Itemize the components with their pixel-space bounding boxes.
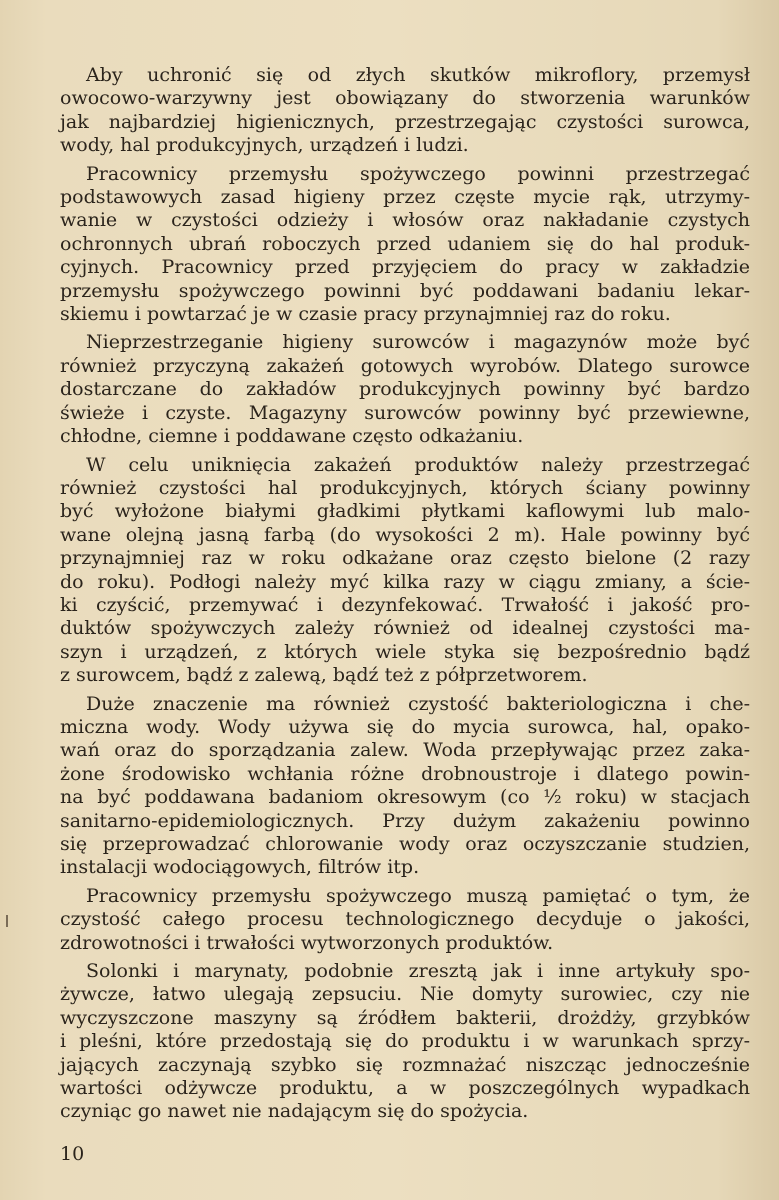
text-line: również przyczyną zakażeń gotowych wyrobów. Dlatego surowce: [60, 354, 750, 377]
text-line: wanie w czystości odzieży i włosów oraz nakładanie czystych: [60, 209, 750, 232]
text-line: sanitarno-epidemiologicznych. Przy dużym zakażeniu powinno: [60, 809, 750, 832]
text-line: czyniąc go nawet nie nadającym się do spożycia.: [60, 1100, 529, 1123]
text-line: do roku). Podłogi należy myć kilka razy w ciągu zmiany, a ście-: [60, 570, 750, 593]
text-line: Aby uchronić się od złych skutków mikroflory, przemysł: [86, 64, 750, 86]
text-line: zdrowotności i trwałości wytworzonych produktów.: [60, 931, 554, 954]
text-line: wody, hal produkcyjnych, urządzeń i ludzi.: [60, 134, 469, 157]
text-line: wane olejną jasną farbą (do wysokości 2 m). Hale powinny być: [60, 523, 750, 546]
text-line: instalacji wodociągowych, filtrów itp.: [60, 856, 420, 879]
text-line: wyczyszczone maszyny są źródłem bakterii, drożdży, grzybków: [60, 1006, 750, 1029]
text-line: Solonki i marynaty, podobnie zresztą jak i inne artykuły spo-: [86, 960, 750, 983]
paragraph: [60, 885, 750, 955]
paragraph: [60, 454, 750, 688]
text-line: świeże i czyste. Magazyny surowców powinny być przewiewne,: [60, 401, 750, 424]
text-line: podstawowych zasad higieny przez częste mycie rąk, utrzymy-: [60, 186, 750, 209]
paragraph: [60, 163, 750, 327]
margin-mark: [6, 915, 8, 927]
text-line: czystość całego procesu technologicznego decyduje o jakości,: [60, 908, 750, 931]
text-line: dostarczane do zakładów produkcyjnych powinny być bardzo: [60, 378, 750, 401]
text-line: chłodne, ciemne i poddawane często odkażaniu.: [60, 425, 524, 448]
text-line: i pleśni, które przedostają się do produktu i w warunkach sprzy-: [60, 1030, 750, 1053]
text-line: być wyłożone białymi gładkimi płytkami kaflowymi lub malo-: [60, 500, 750, 523]
text-line: W celu uniknięcia zakażeń produktów należy przestrzegać: [86, 453, 750, 476]
paragraph: [60, 960, 750, 1124]
text-line: się przeprowadzać chlorowanie wody oraz oczyszczanie studzien,: [60, 833, 750, 855]
text-line: przemysłu spożywczego powinni być poddawani badaniu lekar-: [60, 279, 750, 302]
text-line: cyjnych. Pracownicy przed przyjęciem do pracy w zakładzie: [60, 256, 750, 279]
text-line: miczna wody. Wody używa się do mycia surowca, hal, opako-: [60, 715, 750, 738]
paragraph: [60, 693, 750, 880]
body-text: [60, 64, 750, 1129]
text-line: na być poddawana badaniom okresowym (co ½ roku) w stacjach: [60, 786, 750, 809]
text-line: jających zaczynają szybko się rozmnażać niszcząc jednocześnie: [60, 1053, 750, 1076]
text-line: przynajmniej raz w roku odkażane oraz często bielone (2 razy: [60, 547, 750, 570]
text-line: żywcze, łatwo ulegają zepsuciu. Nie domyty surowiec, czy nie: [60, 983, 750, 1006]
text-line: żone środowisko wchłania różne drobnoustroje i dlatego powin-: [60, 762, 750, 785]
text-line: owocowo-warzywny jest obowiązany do stworzenia warunków: [60, 87, 750, 110]
text-line: Pracownicy przemysłu spożywczego powinni przestrzegać: [86, 162, 750, 185]
text-line: Nieprzestrzeganie higieny surowców i magazynów może być: [86, 331, 750, 354]
text-line: szyn i urządzeń, z których wiele styka się bezpośrednio bądź: [60, 640, 750, 663]
text-line: Duże znaczenie ma również czystość bakteriologiczna i che-: [86, 692, 750, 715]
text-line: skiemu i powtarzać je w czasie pracy przynajmniej raz do roku.: [60, 303, 671, 326]
text-line: jak najbardziej higienicznych, przestrzegając czystości surowca,: [60, 110, 750, 133]
paragraph: [60, 64, 750, 158]
text-line: duktów spożywczych zależy również od idealnej czystości ma-: [60, 617, 750, 640]
paragraph: [60, 331, 750, 448]
text-line: Pracownicy przemysłu spożywczego muszą pamiętać o tym, że: [86, 884, 750, 907]
text-line: ochronnych ubrań roboczych przed udaniem się do hal produk-: [60, 232, 750, 255]
text-line: wań oraz do sporządzania zalew. Woda przepływając przez zaka-: [60, 739, 750, 762]
text-line: wartości odżywcze produktu, a w poszczególnych wypadkach: [60, 1077, 750, 1100]
page-number: 10: [60, 1143, 85, 1165]
text-line: również czystości hal produkcyjnych, których ściany powinny: [60, 476, 750, 499]
text-line: ki czyścić, przemywać i dezynfekować. Trwałość i jakość pro-: [60, 593, 750, 616]
text-line: z surowcem, bądź z zalewą, bądź też z półprzetworem.: [60, 664, 588, 687]
